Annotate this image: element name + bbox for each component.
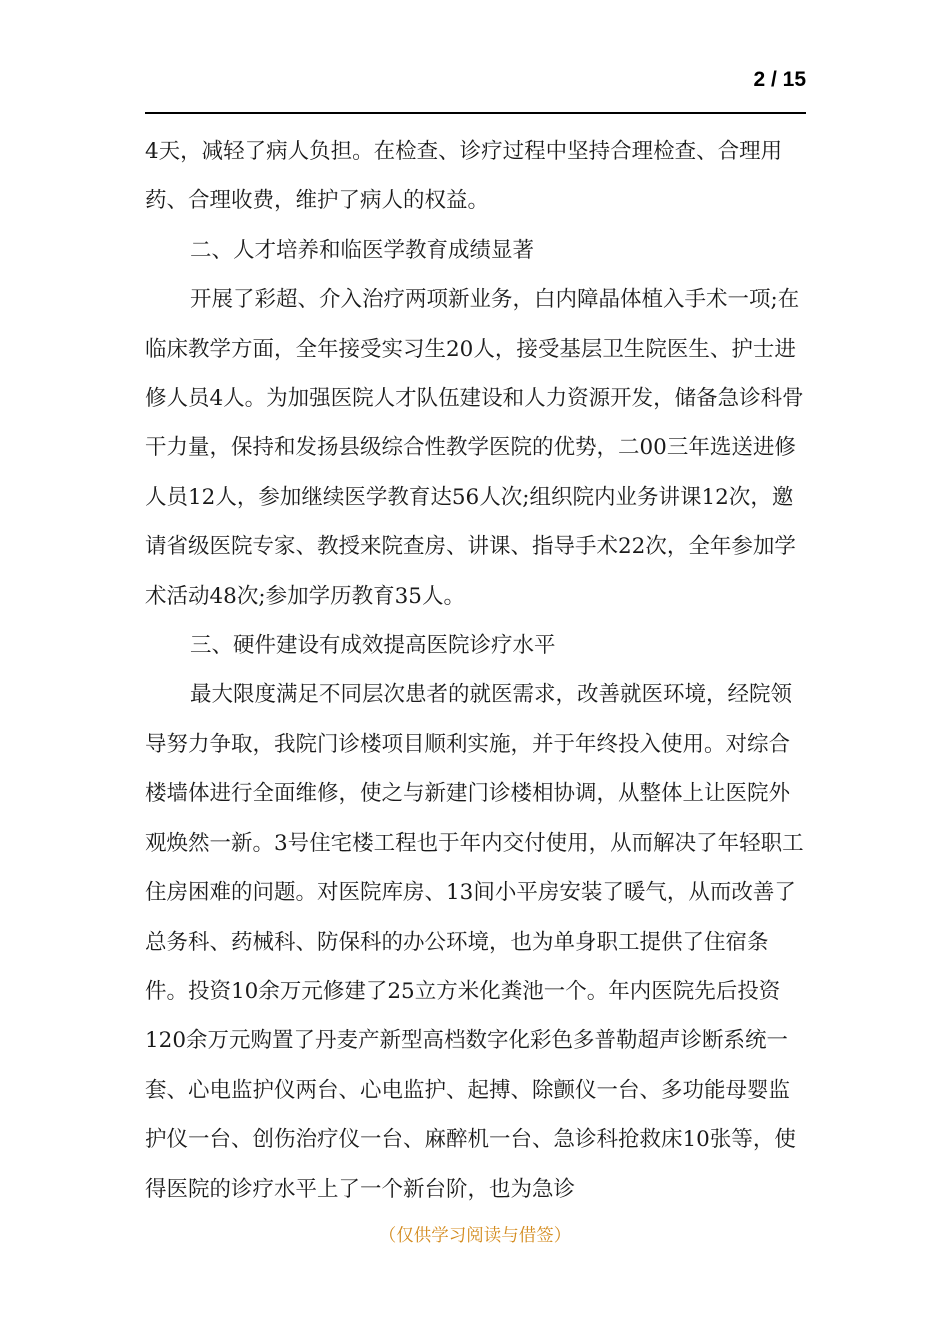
document-body	[145, 127, 808, 1214]
header-divider	[145, 112, 806, 114]
section-heading-talent: 二、人才培养和临医学教育成绩显著	[190, 237, 535, 263]
footer-note: （仅供学习阅读与借签）	[378, 1226, 572, 1246]
page-number: 2 / 15	[753, 68, 806, 91]
paragraph-talent: 开展了彩超、介入治疗两项新业务，白内障晶体植入手术一项;在临床教学方面，全年接受实习生20人，接受基层卫生院医生、护士进修人员4人。为加强医院人才队伍建设和人力资源开发，储备急诊科骨干力量，保持和发扬县级综合性教学医院的优势，二00三年选送进修人员12人，参加继续医学教育达56人次;组织院内业务讲课12次，邀请省级医院专家、教授来院查房、讲课、指导手术22次，全年参加学术活动48次;参加学历教育35人。	[145, 287, 804, 609]
paragraph-continued: 4天，减轻了病人负担。在检查、诊疗过程中坚持合理检查、合理用药、合理收费，维护了病人的权益。	[145, 139, 783, 214]
section-heading-hardware: 三、硬件建设有成效提高医院诊疗水平	[190, 633, 556, 659]
paragraph-hardware: 最大限度满足不同层次患者的就医需求，改善就医环境，经院领导努力争取，我院门诊楼项目顺利实施，并于年终投入使用。对综合楼墙体进行全面维修，使之与新建门诊楼相协调，从整体上让医院外观焕然一新。3号住宅楼工程也于年内交付使用，从而解决了年轻职工住房困难的问题。对医院库房、13间小平房安装了暖气，从而改善了总务科、药械科、防保科的办公环境，也为单身职工提供了住宿条件。投资10余万元修建了25立方米化粪池一个。年内医院先后投资120余万元购置了丹麦产新型高档数字化彩色多普勒超声诊断系统一套、心电监护仪两台、心电监护、起搏、除颤仪一台、多功能母婴监护仪一台、创伤治疗仪一台、麻醉机一台、急诊科抢救床10张等，使得医院的诊疗水平上了一个新台阶，也为急诊	[145, 682, 804, 1202]
